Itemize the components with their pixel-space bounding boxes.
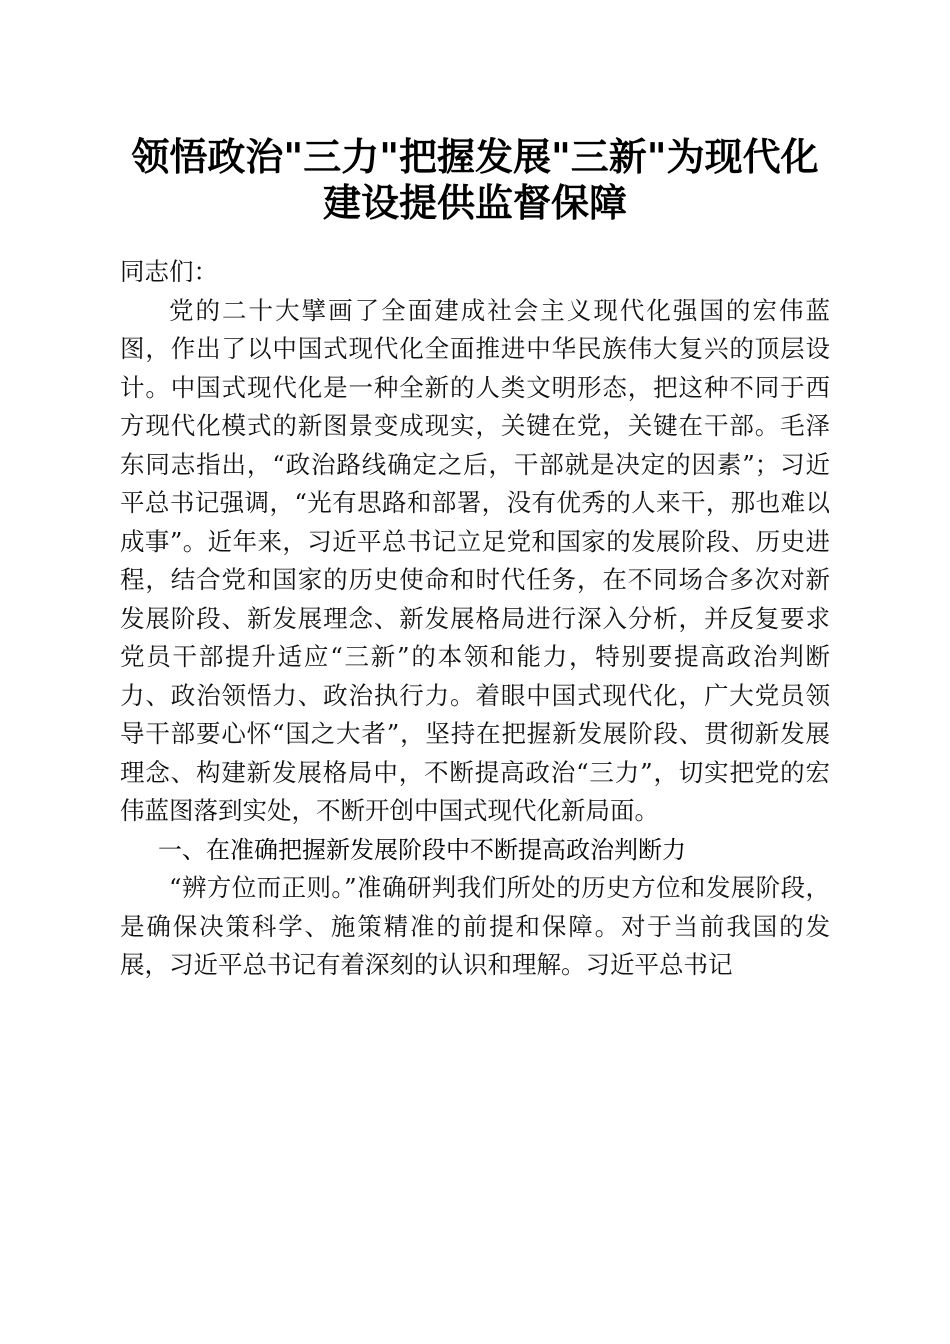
section-heading-1: 一、在准确把握新发展阶段中不断提高政治判断力 [158,835,686,864]
document-body [120,253,830,985]
paragraph-intro: 党的二十大擘画了全面建成社会主义现代化强国的宏伟蓝图，作出了以中国式现代化全面推进中华民族伟大复兴的顶层设计。中国式现代化是一种全新的人类文明形态，把这种不同于西方现代化模式的新图景变成现实，关键在党，关键在干部。毛泽东同志指出，“政治路线确定之后，干部就是决定的因素”；习近平总书记强调，“光有思路和部署，没有优秀的人来干，那也难以成事”。近年来，习近平总书记立足党和国家的发展阶段、历史进程，结合党和国家的历史使命和时代任务，在不同场合多次对新发展阶段、新发展理念、新发展格局进行深入分析，并反复要求党员干部提升适应“三新”的本领和能力，特别要提高政治判断力、政治领悟力、政治执行力。着眼中国式现代化，广大党员领导干部要心怀“国之大者”，坚持在把握新发展阶段、贯彻新发展理念、构建新发展格局中，不断提高政治“三力”，切实把党的宏伟蓝图落到实处，不断开创中国式现代化新局面。 [120,295,830,825]
document-title [60,134,890,226]
paragraph-section-1: “辨方位而正则。”准确研判我们所处的历史方位和发展阶段，是确保决策科学、施策精准的前提和保障。对于当前我国的发展，习近平总书记有着深刻的认识和理解。习近平总书记 [120,873,830,979]
salutation: 同志们： [120,257,218,286]
title-line-1: 领悟政治"三力"把握发展"三新"为现代化 [131,134,819,179]
title-line-2: 建设提供监督保障 [322,180,627,225]
